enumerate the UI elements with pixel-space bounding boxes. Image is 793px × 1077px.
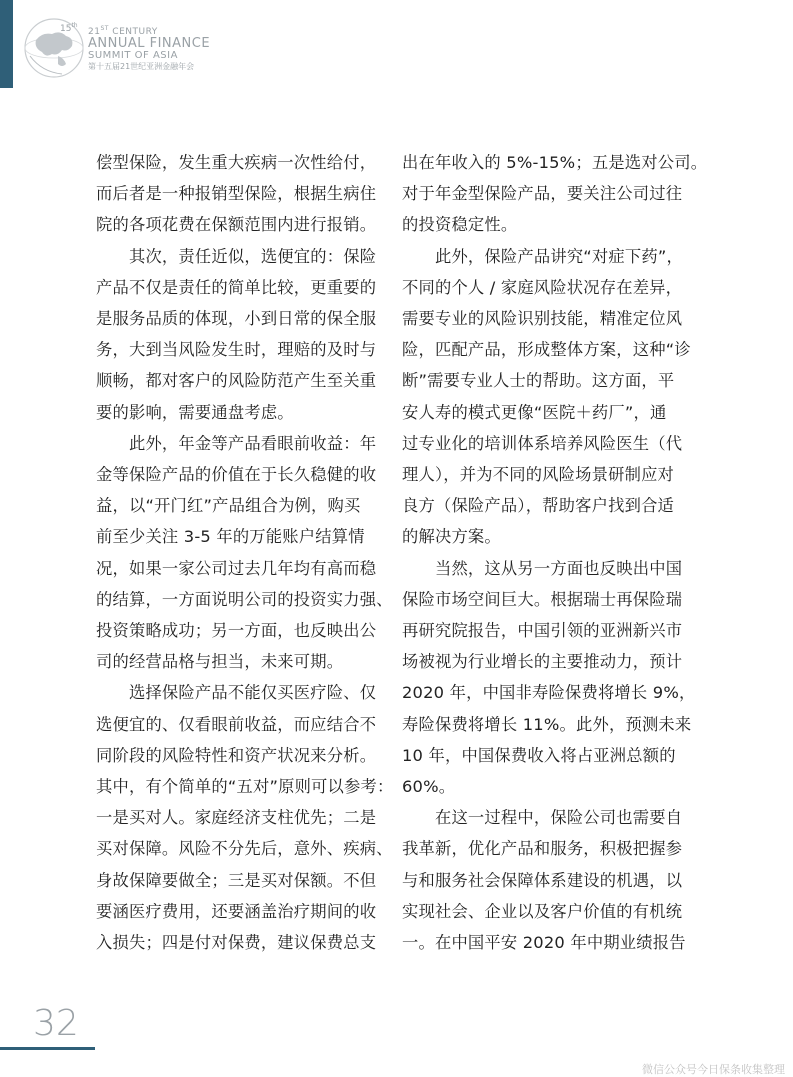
text-line: 选择保险产品不能仅买医疗险、仅 (96, 683, 377, 703)
text-line: 我革新，优化产品和服务，积极把握参 (402, 839, 683, 859)
text-line: 产品不仅是责任的简单比较，更重要的 (96, 277, 377, 297)
text-line: 实现社会、企业以及客户价值的有机统 (402, 901, 683, 921)
text-line: 良方（保险产品），帮助客户找到合适 (402, 496, 675, 516)
logo-title-line: ANNUAL FINANCE (88, 36, 211, 52)
page-number-underline (0, 1047, 95, 1050)
text-line: 其中，有个简单的“五对”原则可以参考： (96, 777, 394, 797)
text-line: 要的影响，需要通盘考虑。 (96, 402, 294, 422)
watermark-text: 微信公众号今日保条收集整理 (642, 1063, 785, 1076)
text-line: 司的经营品格与担当，未来可期。 (96, 652, 344, 672)
page-number: 32 (33, 1003, 79, 1044)
text-line: 身故保障要做全；三是买对保额。不但 (96, 870, 377, 890)
text-line: 益，以“开门红”产品组合为例，购买 (96, 496, 361, 516)
text-line: 出在年收入的 5%-15%；五是选对公司。 (402, 153, 708, 172)
text-line: 此外，保险产品讲究“对症下药”， (402, 246, 683, 266)
text-line: 与和服务社会保障体系建设的机遇，以 (402, 870, 683, 890)
logo-subtitle-line: SUMMIT OF ASIA (88, 50, 178, 62)
text-line: 需要专业的风险识别技能，精准定位风 (402, 309, 683, 329)
text-line: 选便宜的、仅看眼前收益，而应结合不 (96, 714, 377, 734)
text-line: 对于年金型保险产品，要关注公司过往 (402, 184, 683, 204)
text-line: 保险市场空间巨大。根据瑞士再保险瑞 (402, 589, 683, 609)
left-text-column (96, 147, 394, 958)
text-line: 买对保障。风险不分先后，意外、疾病、 (96, 839, 393, 859)
text-line: 而后者是一种报销型保险，根据生病住 (96, 184, 377, 204)
text-line: 寿险保费将增长 11%。此外，预测未来 (402, 714, 692, 734)
text-line: 安人寿的模式更像“医院＋药厂”，通 (402, 402, 667, 422)
text-line: 一是买对人。家庭经济支柱优先；二是 (96, 808, 377, 828)
text-line: 是服务品质的体现，小到日常的保全服 (96, 309, 377, 329)
text-line: 同阶段的风险特性和资产状况来分析。 (96, 745, 377, 765)
text-line: 入损失；四是付对保费，建议保费总支 (96, 933, 377, 953)
right-text-column (402, 147, 708, 958)
text-line: 60%。 (402, 777, 456, 797)
text-line: 此外，年金等产品看眼前收益：年 (96, 433, 377, 453)
text-line: 断”需要专业人士的帮助。这方面，平 (402, 371, 675, 391)
logo-edition-number: 15th (60, 22, 78, 34)
text-line: 偿型保险，发生重大疾病一次性给付， (96, 153, 377, 172)
text-line: 场被视为行业增长的主要推动力，预计 (402, 652, 683, 672)
text-line: 投资策略成功；另一方面，也反映出公 (96, 621, 377, 641)
text-line: 在这一过程中，保险公司也需要自 (402, 808, 683, 828)
text-line: 院的各项花费在保额范围内进行报销。 (96, 215, 377, 235)
text-line: 10 年，中国保费收入将占亚洲总额的 (402, 745, 676, 765)
text-line: 要涵医疗费用，还要涵盖治疗期间的收 (96, 901, 377, 921)
text-line: 的结算，一方面说明公司的投资实力强、 (96, 589, 393, 609)
text-line: 险，匹配产品，形成整体方案，这种“诊 (402, 340, 691, 360)
text-line: 务，大到当风险发生时，理赔的及时与 (96, 340, 377, 360)
text-line: 金等保险产品的价值在于长久稳健的收 (96, 465, 377, 485)
text-line: 一。在中国平安 2020 年中期业绩报告 (402, 933, 686, 953)
text-line: 况，如果一家公司过去几年均有高而稳 (96, 558, 377, 578)
text-line: 再研究院报告，中国引领的亚洲新兴市 (402, 621, 683, 641)
text-line: 其次，责任近似，选便宜的：保险 (96, 246, 377, 266)
text-line: 过专业化的培训体系培养风险医生（代 (402, 433, 683, 453)
logo-century-line: 21ST CENTURY (88, 25, 158, 37)
text-line: 2020 年，中国非寿险保费将增长 9%， (402, 683, 696, 703)
text-line: 的投资稳定性。 (402, 215, 518, 235)
logo-chinese-line: 第十五届21世纪亚洲金融年会 (88, 61, 195, 71)
text-line: 的解决方案。 (402, 527, 501, 547)
text-line: 顺畅，都对客户的风险防范产生至关重 (96, 371, 377, 391)
text-line: 前至少关注 3-5 年的万能账户结算情 (96, 527, 365, 547)
logo-text-block (88, 26, 210, 71)
text-line: 当然，这从另一方面也反映出中国 (402, 558, 683, 578)
text-line: 理人），并为不同的风险场景研制应对 (402, 465, 675, 485)
header-accent-bar (0, 0, 13, 88)
text-line: 不同的个人 / 家庭风险状况存在差异， (402, 277, 683, 297)
